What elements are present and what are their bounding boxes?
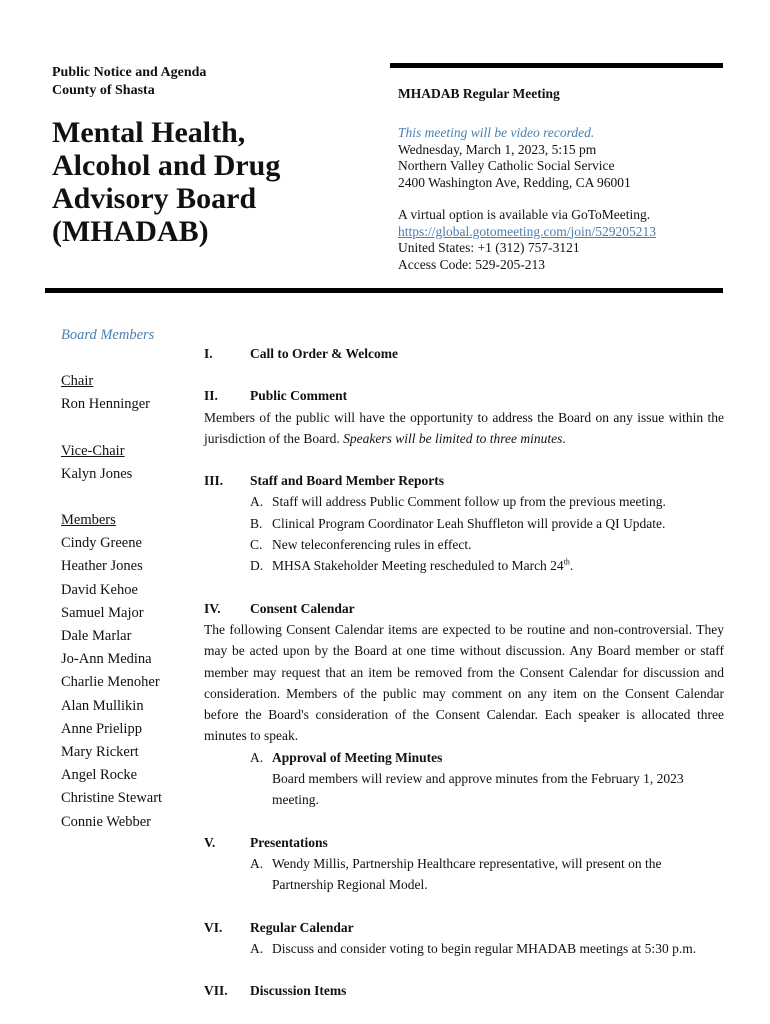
item-letter: B. — [250, 515, 263, 531]
access-code: Access Code: 529-205-213 — [398, 256, 545, 272]
list-item — [204, 534, 724, 555]
section-number: VI. — [204, 919, 223, 935]
notice-header — [52, 64, 206, 100]
item-text-main: MHSA Stakeholder Meeting rescheduled to March 24 — [272, 558, 564, 574]
board-members-sidebar — [61, 324, 162, 834]
meeting-phone: United States: +1 (312) 757-3121 — [398, 240, 580, 255]
section-text — [204, 407, 724, 450]
list-item — [204, 555, 724, 576]
item-text: Wendy Millis, Partnership Healthcare representative, will present on the Partnership Regional Model. — [272, 855, 662, 893]
public-comment-limit: Speakers will be limited to three minutes — [343, 430, 563, 446]
member-name: Christine Stewart — [61, 790, 163, 807]
member-name: Dale Marlar — [61, 628, 132, 645]
item-letter: A. — [250, 855, 264, 871]
section-title: Regular Calendar — [250, 919, 354, 935]
section-heading — [204, 832, 724, 853]
spacer — [204, 896, 724, 917]
agenda — [204, 343, 724, 1001]
virtual-option: A virtual option is available via GoToMeeting. — [398, 207, 651, 222]
item-letter: C. — [250, 537, 263, 553]
list-item — [204, 513, 724, 534]
section-number: III. — [204, 473, 224, 489]
spacer — [204, 364, 724, 385]
vice-chair-name: Kalyn Jones — [61, 465, 133, 482]
county-line: County of Shasta — [52, 83, 155, 98]
member-name: Alan Mullikin — [61, 697, 144, 714]
item-text — [272, 555, 724, 576]
notice-line: Public Notice and Agenda — [52, 65, 207, 80]
section-heading — [204, 917, 724, 938]
recorded-notice: This meeting will be video recorded. — [398, 125, 595, 140]
item-text: New teleconferencing rules in effect. — [272, 537, 472, 553]
member-name: Mary Rickert — [61, 744, 139, 761]
item-letter: A. — [250, 940, 264, 956]
item-letter: A. — [250, 494, 264, 510]
title-line: (MHADAB) — [52, 215, 209, 248]
meeting-address: 2400 Washington Ave, Redding, CA 96001 — [398, 174, 631, 190]
spacer — [398, 191, 656, 207]
list-item — [204, 491, 724, 512]
title-line: Alcohol and Drug — [52, 149, 281, 182]
period: . — [569, 558, 574, 574]
member-name: Cindy Greene — [61, 535, 142, 552]
member-name: Samuel Major — [61, 604, 144, 621]
section-heading — [204, 343, 724, 364]
spacer — [61, 417, 162, 440]
title-line: Advisory Board — [52, 182, 257, 215]
members-label: Members — [61, 512, 116, 529]
meeting-info — [398, 125, 656, 273]
item-letter: D. — [250, 558, 264, 574]
member-name: Jo-Ann Medina — [61, 651, 152, 668]
section-title: Consent Calendar — [250, 600, 355, 616]
main-rule — [45, 288, 723, 293]
spacer — [204, 811, 724, 832]
public-comment-text: Members of the public will have the opportunity to address the Board on any issue within the jurisdiction of the Board. — [204, 409, 724, 446]
board-title — [52, 116, 280, 248]
list-item — [204, 747, 724, 811]
superscript: th — [563, 557, 570, 567]
section-title: Presentations — [250, 834, 328, 850]
section-heading — [204, 385, 724, 406]
member-name: David Kehoe — [61, 581, 138, 598]
spacer — [204, 449, 724, 470]
member-name: Anne Prielipp — [61, 720, 142, 737]
header-rule — [390, 63, 723, 68]
list-item — [204, 938, 724, 959]
item-content — [272, 747, 724, 811]
period: . — [562, 430, 566, 446]
list-item — [204, 853, 724, 896]
member-name: Heather Jones — [61, 558, 143, 575]
section-title: Call to Order & Welcome — [250, 346, 398, 361]
member-name: Charlie Menoher — [61, 674, 160, 691]
meeting-venue: Northern Valley Catholic Social Service — [398, 158, 615, 173]
section-text: The following Consent Calendar items are expected to be routine and non-controversial. They may be acted upon by the Board at one time without discussion. Any Board member or staff member may request that an item be removed from the Consent Calendar for discussion and consideration. Members of the public may comment on any item on the Consent Calendar before the Board's consideration of the Consent Calendar. Each speaker is allocated three minutes to speak. — [204, 621, 724, 744]
section-number: VII. — [204, 983, 228, 999]
spacer — [61, 347, 162, 370]
meeting-datetime: Wednesday, March 1, 2023, 5:15 pm — [398, 141, 597, 157]
chair-label: Chair — [61, 373, 94, 390]
section-heading — [204, 598, 724, 619]
item-letter: A. — [250, 749, 264, 765]
member-name: Angel Rocke — [61, 767, 138, 784]
vice-chair-label: Vice-Chair — [61, 442, 125, 459]
item-title: Approval of Meeting Minutes — [272, 749, 443, 765]
section-number: I. — [204, 346, 213, 361]
item-text: Staff will address Public Comment follow up from the previous meeting. — [272, 494, 666, 510]
section-heading — [204, 980, 724, 1001]
section-number: V. — [204, 834, 216, 850]
section-heading — [204, 470, 724, 491]
meeting-link[interactable]: https://global.gotomeeting.com/join/529205213 — [398, 223, 656, 239]
spacer — [204, 577, 724, 598]
section-title: Staff and Board Member Reports — [250, 473, 444, 489]
chair-name: Ron Henninger — [61, 396, 150, 413]
title-line: Mental Health, — [52, 116, 246, 149]
section-title: Public Comment — [250, 388, 348, 404]
meeting-name: MHADAB Regular Meeting — [398, 86, 560, 101]
item-text: Board members will review and approve minutes from the February 1, 2023 meeting. — [272, 771, 684, 808]
member-name: Connie Webber — [61, 813, 151, 830]
spacer — [204, 959, 724, 980]
section-number: IV. — [204, 600, 221, 616]
spacer — [61, 486, 162, 509]
item-text: Clinical Program Coordinator Leah Shuffleton will provide a QI Update. — [272, 515, 666, 531]
item-text: Discuss and consider voting to begin regular MHADAB meetings at 5:30 p.m. — [272, 940, 697, 956]
section-title: Discussion Items — [250, 983, 347, 999]
board-members-title: Board Members — [61, 327, 155, 343]
section-number: II. — [204, 388, 218, 404]
